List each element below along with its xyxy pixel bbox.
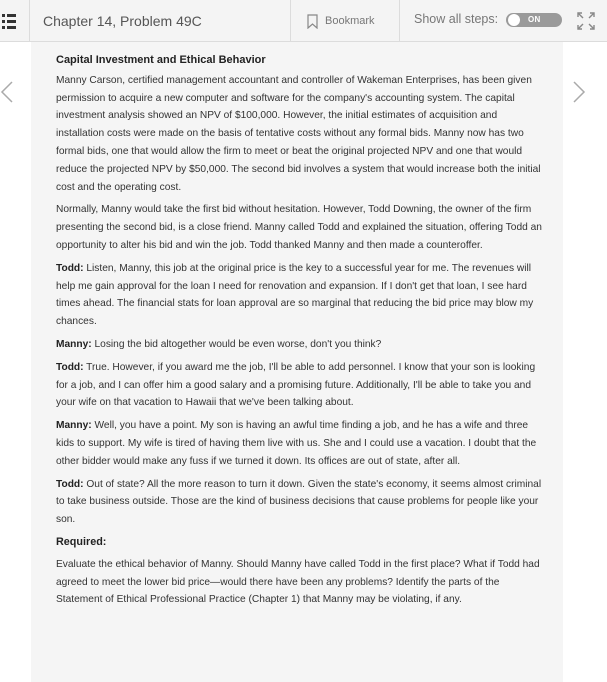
speaker-name: Todd: xyxy=(56,361,84,373)
top-toolbar xyxy=(0,0,607,42)
dialogue-text: Well, you have a point. My son is having an awful time finding a job, and he has a wife and three kids to support. My wife is tired of having them live with us. She and I could use a vacation. I doubt that the other bidder would make any fuss if we turned it down. Its offices are out of state, after all. xyxy=(56,420,537,467)
dialogue-line xyxy=(56,260,542,331)
problem-paragraph: Manny Carson, certified management accountant and controller of Wakeman Enterprises, has been given permission to acquire a new computer and software for the company's accounting system. The capital investment analysis showed an NPV of $100,000. However, the initial estimates of acquisition and installation costs were made on the basis of tentative costs without any formal bids. Manny now has two formal bids, one that would allow the firm to meet or beat the original projected NPV and one that would reduce the projected NPV by $50,000. The second bid involves a system that would increase both the initial cost and the operating cost. xyxy=(56,74,541,193)
dialogue-text: True. However, if you award me the job, I'll be able to add personnel. I know that your son is looking for a job, and I can offer him a good salary and a promising future. Additionally, I'll be able to take you and your wife on that vacation to Hawaii that we've been talking about. xyxy=(56,361,536,409)
dialogue-text: Out of state? All the more reason to turn it down. Given the state's economy, it seems almost criminal to take business outside. Those are the kind of business decisions that cause problems for people like your son. xyxy=(56,478,542,526)
expand-icon[interactable] xyxy=(576,11,596,31)
required-text: Evaluate the ethical behavior of Manny. Should Manny have called Todd in the first place? What if Todd had agreed to meet the lower bid price—would there have been any problems? Identify the parts of the Statement of Ethical Professional Practice (Chapter 1) that Manny may be violating, if any. xyxy=(56,558,540,606)
dialogue-line xyxy=(56,417,542,470)
dialogue-text: Listen, Manny, this job at the original price is the key to a successful year for me. The revenues will help me gain approval for the loan I need for renovation and expansion. If I don't get that loan, I see hard times ahead. The financial stats for loan approval are so marginal that reducing the bid price may blow my chances. xyxy=(56,262,534,328)
problem-content xyxy=(56,52,542,614)
dialogue-line xyxy=(56,336,542,354)
previous-arrow-icon[interactable] xyxy=(0,80,14,104)
dialogue-line xyxy=(56,359,542,412)
speaker-name: Manny: xyxy=(56,420,92,432)
page-title: Chapter 14, Problem 49C xyxy=(43,13,202,29)
dialogue-text: Losing the bid altogether would be even worse, don't you think? xyxy=(91,338,382,350)
bookmark-icon xyxy=(307,14,318,29)
dialogue-line xyxy=(56,476,542,529)
show-steps-label: Show all steps: xyxy=(414,12,499,26)
problem-paragraph: Normally, Manny would take the first bid without hesitation. However, Todd Downing, the owner of the firm presenting the second bid, is a close friend. Manny called Todd and explained the situation, offering Todd an opportunity to alter his bid and win the job. Todd thanked Manny and then made a counteroffer. xyxy=(56,204,542,251)
speaker-name: Manny: xyxy=(56,338,92,350)
toggle-knob xyxy=(508,14,520,26)
menu-icon[interactable] xyxy=(0,0,30,42)
required-heading: Required: xyxy=(56,535,107,548)
show-steps-toggle[interactable] xyxy=(506,13,562,27)
problem-heading: Capital Investment and Ethical Behavior xyxy=(56,54,266,66)
speaker-name: Todd: xyxy=(56,478,84,490)
next-arrow-icon[interactable] xyxy=(572,80,586,104)
toggle-label: ON xyxy=(528,15,541,24)
bookmark-label: Bookmark xyxy=(325,15,375,27)
speaker-name: Todd: xyxy=(56,262,84,274)
bookmark-button[interactable] xyxy=(290,0,400,42)
